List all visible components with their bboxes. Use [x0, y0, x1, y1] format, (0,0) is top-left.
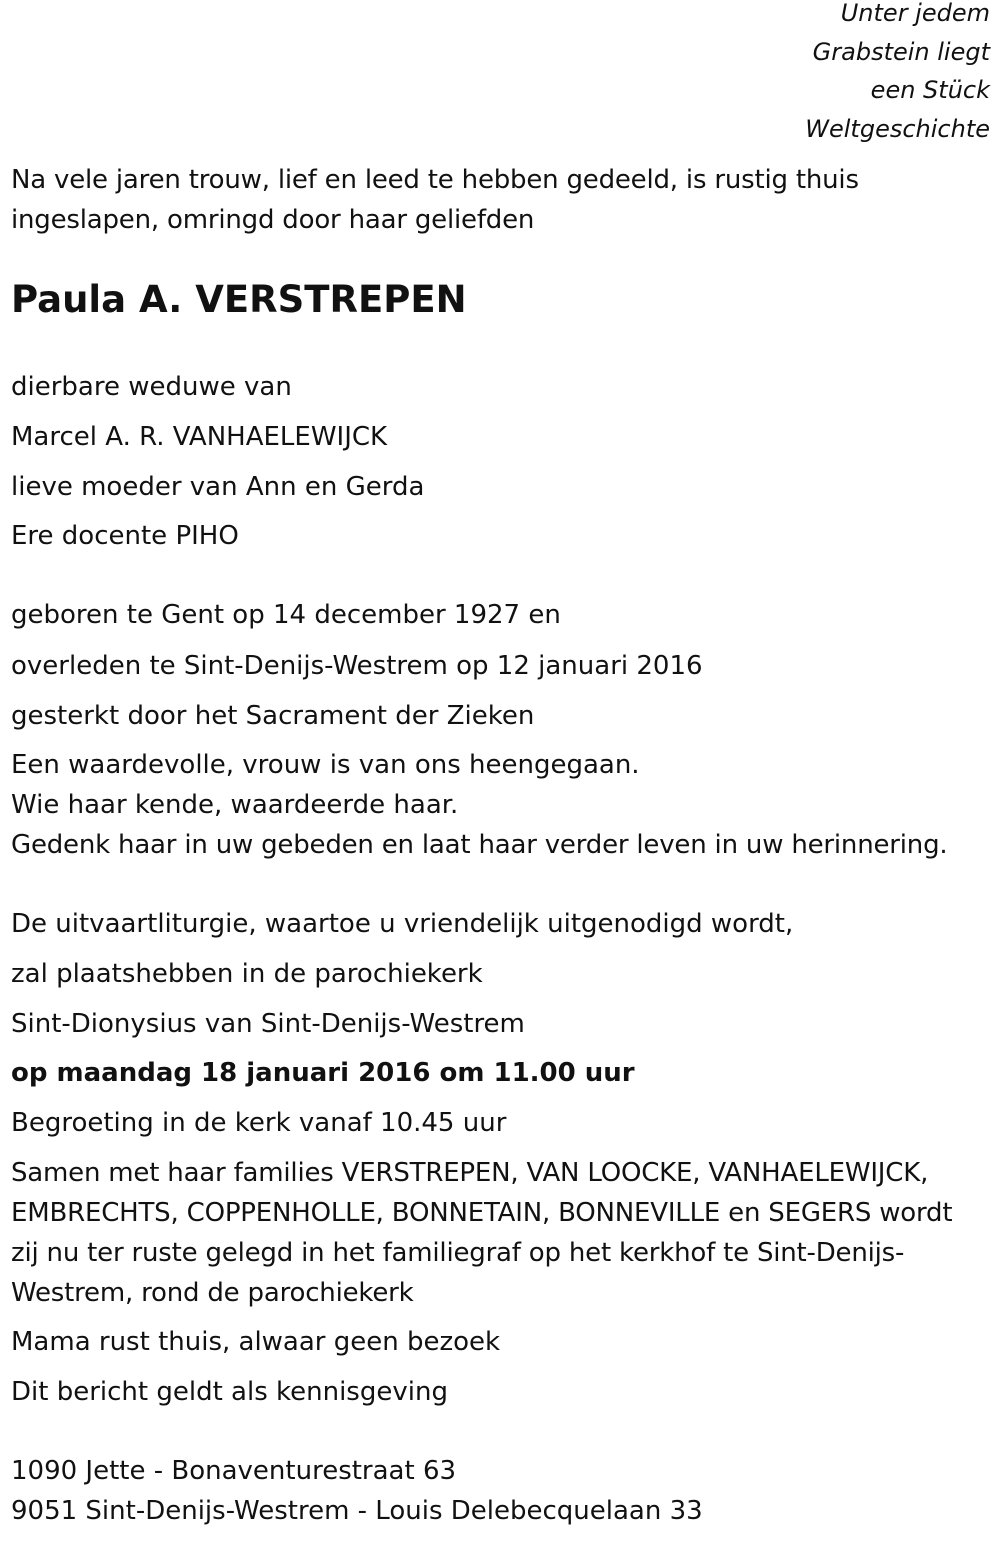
funeral-datetime: op maandag 18 januari 2016 om 11.00 uur	[11, 1058, 635, 1088]
relation-line: dierbare weduwe van	[11, 372, 292, 402]
epigraph-quote	[805, 0, 990, 148]
relation-line: Marcel A. R. VANHAELEWIJCK	[11, 422, 388, 452]
tribute-line: Wie haar kende, waardeerde haar.	[11, 790, 459, 820]
intro-text: Na vele jaren trouw, lief en leed te hebben gedeeld, is rustig thuis ingeslapen, omringd door haar geliefden	[11, 165, 859, 235]
address-line: 1090 Jette - Bonaventurestraat 63	[11, 1456, 457, 1486]
quote-line: Weltgeschichte	[805, 114, 990, 143]
tribute-line: Gedenk haar in uw gebeden en laat haar verder leven in uw herinnering.	[11, 830, 948, 860]
quote-line: Unter jedem	[840, 0, 990, 27]
burial-text: Samen met haar families VERSTREPEN, VAN LOOCKE, VANHAELEWIJCK, EMBRECHTS, COPPENHOLLE, BONNETAIN, BONNEVILLE en SEGERS wordt zij nu ter ruste gelegd in het familiegraf op het kerkhof te Sint-Denijs-Westrem, rond de parochiekerk	[11, 1158, 953, 1308]
greeting-time: Begroeting in de kerk vanaf 10.45 uur	[11, 1108, 507, 1138]
rest-notice: Mama rust thuis, alwaar geen bezoek	[11, 1327, 501, 1357]
quote-line: een Stück	[870, 76, 990, 104]
funeral-invitation: De uitvaartliturgie, waartoe u vriendelijk uitgenodigd wordt,	[11, 909, 794, 939]
funeral-location: zal plaatshebben in de parochiekerk	[11, 959, 483, 989]
death-line: overleden te Sint-Denijs-Westrem op 12 januari 2016	[11, 651, 703, 681]
tribute-line: Een waardevolle, vrouw is van ons heengegaan.	[11, 750, 640, 780]
birth-line: geboren te Gent op 14 december 1927 en	[11, 600, 561, 630]
relation-line: Ere docente PIHO	[11, 521, 239, 551]
notification-notice: Dit bericht geldt als kennisgeving	[11, 1377, 448, 1407]
deceased-name: Paula A. VERSTREPEN	[11, 278, 467, 321]
address-line: 9051 Sint-Denijs-Westrem - Louis Delebecquelaan 33	[11, 1496, 703, 1526]
funeral-church: Sint-Dionysius van Sint-Denijs-Westrem	[11, 1009, 525, 1039]
quote-line: Grabstein liegt	[812, 37, 990, 66]
sacrament-line: gesterkt door het Sacrament der Zieken	[11, 701, 535, 731]
relation-line: lieve moeder van Ann en Gerda	[11, 472, 425, 502]
